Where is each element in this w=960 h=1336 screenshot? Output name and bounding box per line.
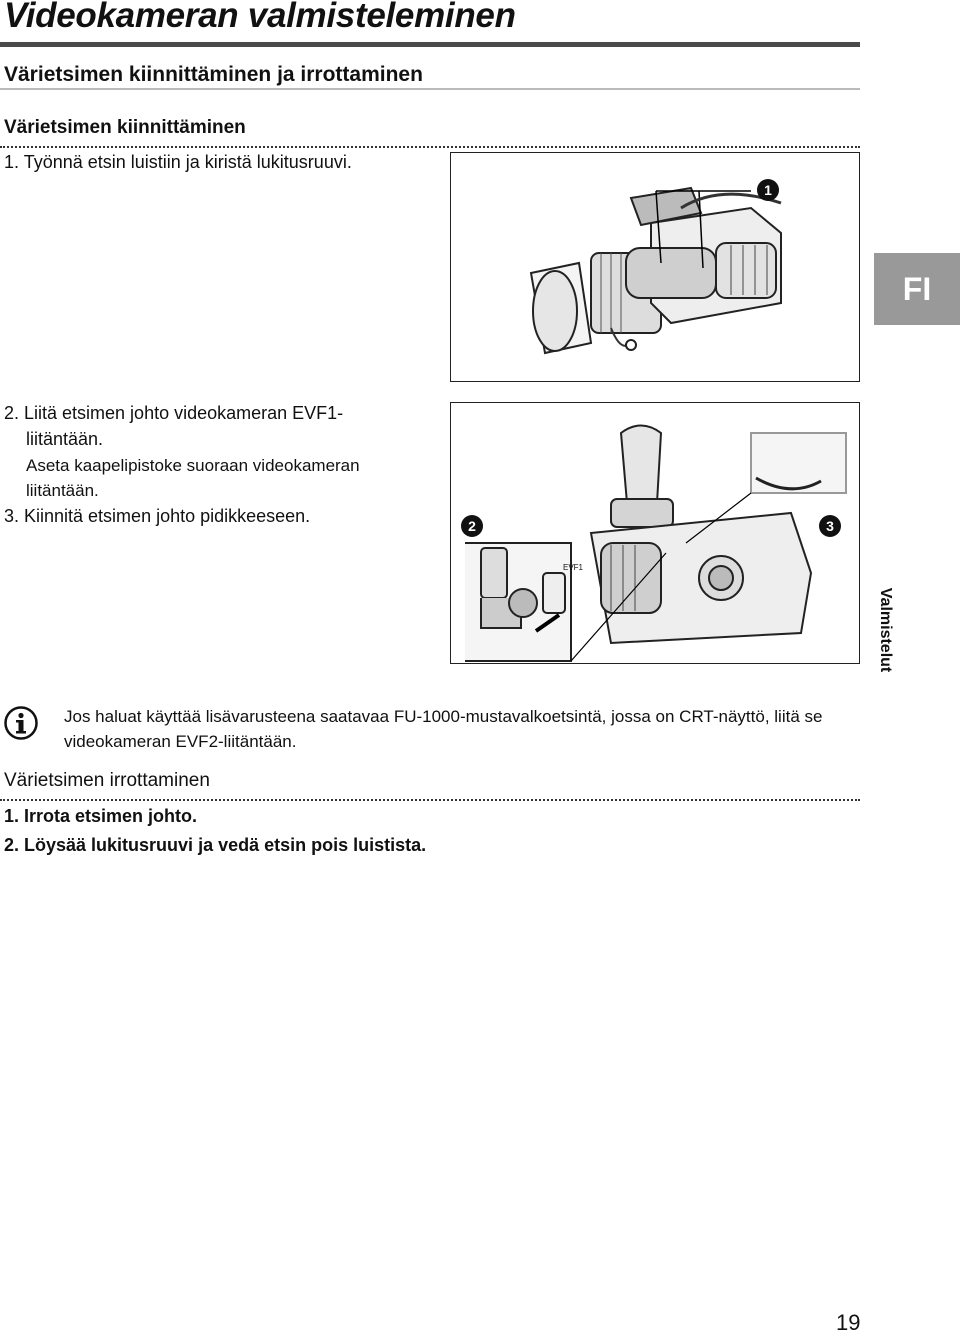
attach-heading: Värietsimen kiinnittäminen xyxy=(4,117,246,138)
detach-heading: Värietsimen irrottaminen xyxy=(4,770,210,791)
page-title: Videokameran valmisteleminen xyxy=(4,0,516,35)
detach-step-2: 2. Löysää lukitusruuvi ja vedä etsin pois luistista. xyxy=(4,835,427,855)
attach-step-1: 1. Työnnä etsin luistiin ja kiristä lukitusruuvi. xyxy=(4,152,352,172)
page-number: 19 xyxy=(836,1310,861,1335)
section-rule xyxy=(0,88,860,90)
callout-3: 3 xyxy=(819,515,841,537)
camera-illustration-1 xyxy=(451,153,859,381)
language-tab: FI xyxy=(874,253,960,325)
callout-1: 1 xyxy=(757,179,779,201)
attach-step-2-line1: 2. Liitä etsimen johto videokameran EVF1- xyxy=(4,403,344,423)
attach-divider xyxy=(0,146,860,148)
detach-step-1: 1. Irrota etsimen johto. xyxy=(4,806,198,826)
attach-step-2-line2: liitäntään. xyxy=(26,429,104,449)
section-tab xyxy=(868,580,902,680)
info-icon xyxy=(4,706,38,745)
figure-viewfinder-attach xyxy=(450,152,860,382)
attach-step-3: 3. Kiinnitä etsimen johto pidikkeeseen. xyxy=(4,506,311,526)
info-note: Jos haluat käyttää lisävarusteena saatavaa FU-1000-mustavalkoetsintä, jossa on CRT-näyttö, liitä se videokameran EVF2-liitäntään. xyxy=(64,707,823,751)
detach-divider xyxy=(0,799,860,801)
section-title: Värietsimen kiinnittäminen ja irrottaminen xyxy=(4,63,423,86)
figure-viewfinder-cable xyxy=(450,402,860,664)
attach-step-2-note-line1: Aseta kaapelipistoke suoraan videokameran xyxy=(26,456,360,475)
attach-step-2-note-line2: liitäntään. xyxy=(26,481,99,500)
title-rule xyxy=(0,42,860,47)
evf1-port-label: EVF1 xyxy=(563,563,584,572)
section-tab-label: Valmistelut xyxy=(877,587,895,673)
callout-2: 2 xyxy=(461,515,483,537)
camera-illustration-2 xyxy=(451,403,859,663)
